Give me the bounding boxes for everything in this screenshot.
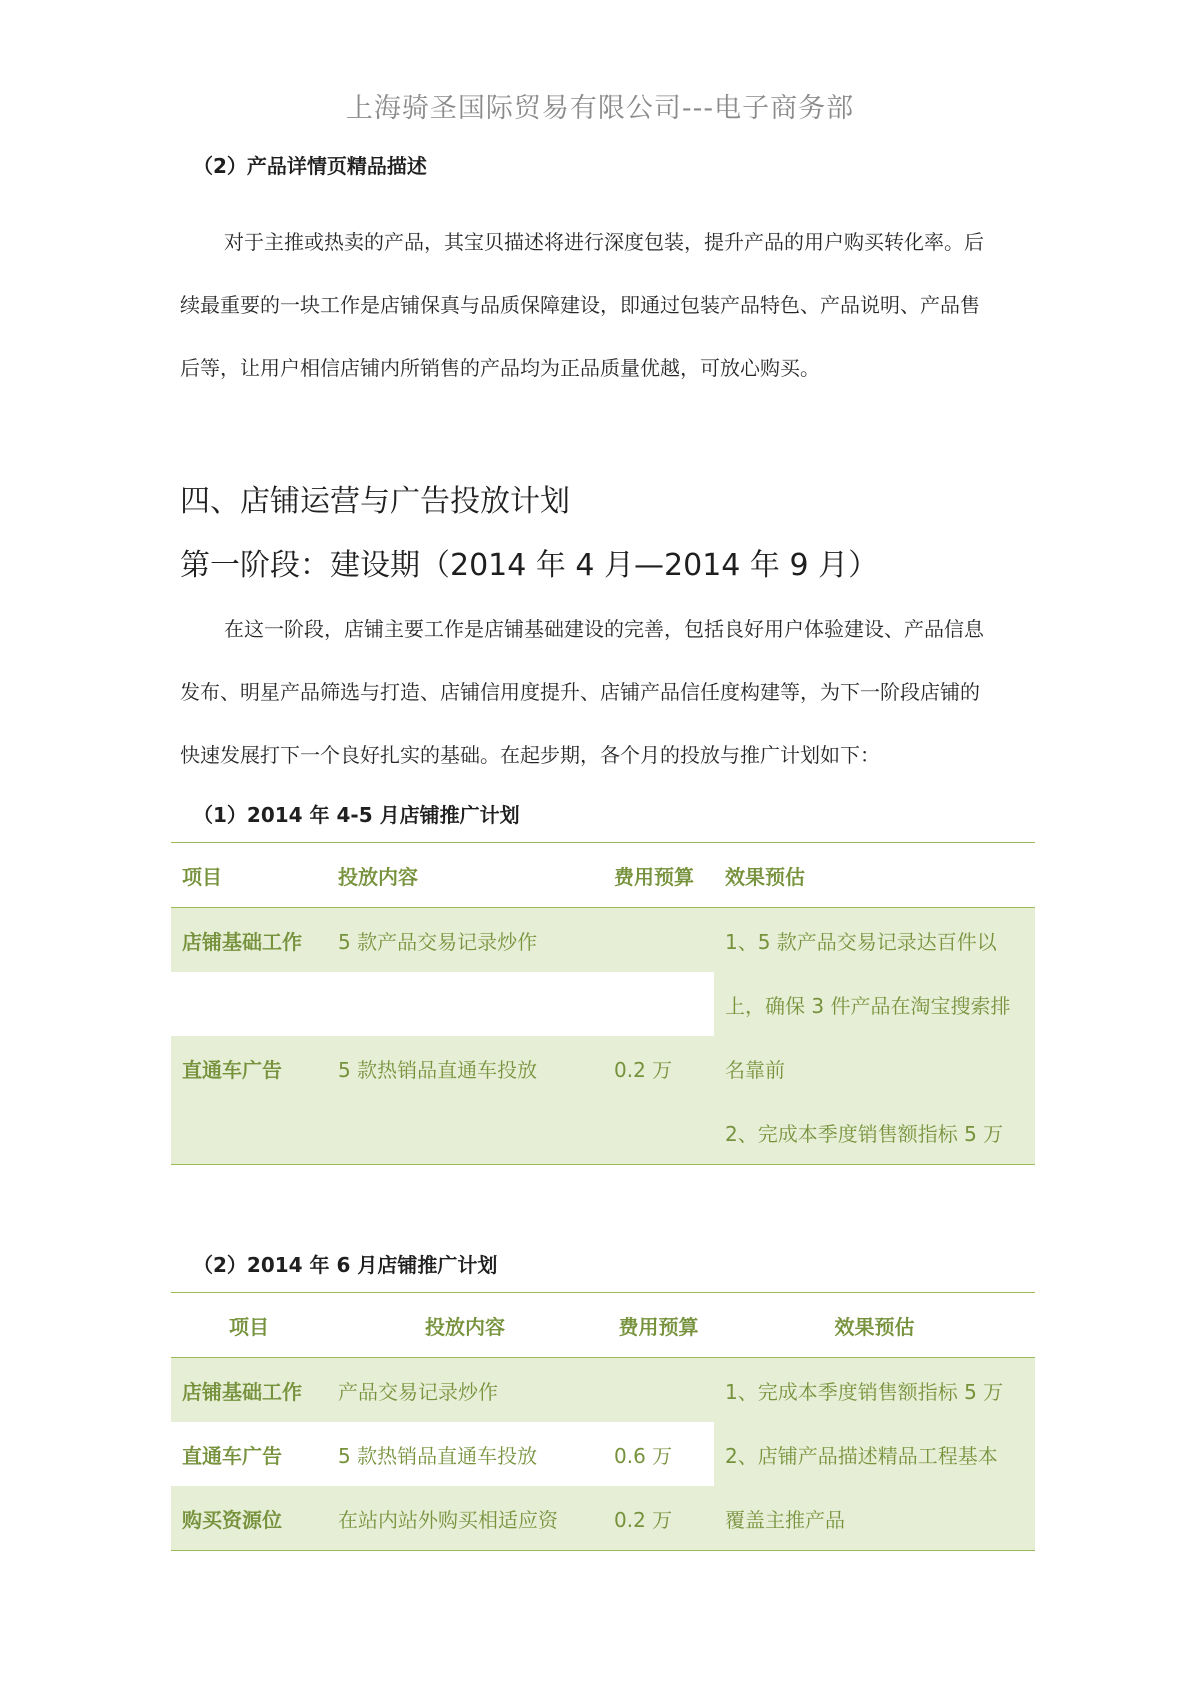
table2-header-item: 项目 [171, 1293, 327, 1358]
detail-paragraph [180, 211, 1026, 400]
table2-effect-line-1: 1、完成本季度销售额指标 5 万 [714, 1358, 1035, 1423]
detail-line-3: 后等，让用户相信店铺内所销售的产品均为正品质量优越，可放心购买。 [180, 356, 820, 380]
table1-header-item: 项目 [171, 843, 327, 908]
table1-row2-content: 5 款热销品直通车投放 [327, 1036, 603, 1100]
table2-effect-line-2: 2、店铺产品描述精品工程基本 [714, 1422, 1035, 1486]
table2-row1-budget [603, 1358, 714, 1423]
table1-effect-line-3: 名靠前 [714, 1036, 1035, 1100]
table2-row2-content: 5 款热销品直通车投放 [327, 1422, 603, 1486]
table1-header-row [171, 843, 1035, 908]
table2-row3-item: 购买资源位 [171, 1486, 327, 1551]
stage-paragraph [180, 598, 1026, 787]
table1-header-effect: 效果预估 [714, 843, 1035, 908]
stage-line-3: 快速发展打下一个良好扎实的基础。在起步期，各个月的投放与推广计划如下： [180, 743, 880, 767]
detail-line-1: 对于主推或热卖的产品，其宝贝描述将进行深度包装，提升产品的用户购买转化率。后 [224, 230, 984, 254]
section-four-title: 四、店铺运营与广告投放计划 [180, 484, 570, 519]
table2-row1-item: 店铺基础工作 [171, 1358, 327, 1423]
table1-row1-budget [603, 908, 714, 973]
table-row [171, 1036, 1035, 1100]
table2-row2-budget: 0.6 万 [603, 1422, 714, 1486]
table2-header-row [171, 1293, 1035, 1358]
table2-caption: （2）2014 年 6 月店铺推广计划 [193, 1253, 498, 1277]
table2-header-effect: 效果预估 [714, 1293, 1035, 1358]
table-row [171, 1358, 1035, 1423]
table2-header-content: 投放内容 [327, 1293, 603, 1358]
table1-row2-budget: 0.2 万 [603, 1036, 714, 1100]
table1-row1-item: 店铺基础工作 [171, 908, 327, 973]
table2-row3-budget: 0.2 万 [603, 1486, 714, 1551]
table2-effect-line-3: 覆盖主推产品 [714, 1486, 1035, 1551]
detail-heading: （2）产品详情页精品描述 [193, 154, 427, 178]
table1-row1-content: 5 款产品交易记录炒作 [327, 908, 603, 973]
table-row [171, 1100, 1035, 1165]
table1-effect-line-2: 上，确保 3 件产品在淘宝搜索排 [714, 972, 1035, 1036]
table-row [171, 1422, 1035, 1486]
table1-header-budget: 费用预算 [603, 843, 714, 908]
table2-row1-content: 产品交易记录炒作 [327, 1358, 603, 1423]
table-row [171, 972, 1035, 1036]
table1-caption: （1）2014 年 4-5 月店铺推广计划 [193, 803, 520, 827]
table2-header-budget: 费用预算 [603, 1293, 714, 1358]
stage-title: 第一阶段：建设期（2014 年 4 月—2014 年 9 月） [180, 548, 879, 583]
stage-line-2: 发布、明星产品筛选与打造、店铺信用度提升、店铺产品信任度构建等，为下一阶段店铺的 [180, 680, 980, 704]
table1-effect-line-4: 2、完成本季度销售额指标 5 万 [714, 1100, 1035, 1165]
table-april-may-plan [171, 842, 1035, 1165]
detail-line-2: 续最重要的一块工作是店铺保真与品质保障建设，即通过包装产品特色、产品说明、产品售 [180, 293, 980, 317]
table1-row2-item: 直通车广告 [171, 1036, 327, 1100]
table2-row3-content: 在站内站外购买相适应资 [327, 1486, 603, 1551]
table-june-plan [171, 1292, 1035, 1551]
page-header: 上海骑圣国际贸易有限公司---电子商务部 [345, 93, 855, 124]
stage-line-1: 在这一阶段，店铺主要工作是店铺基础建设的完善，包括良好用户体验建设、产品信息 [224, 617, 984, 641]
table2-row2-item: 直通车广告 [171, 1422, 327, 1486]
table1-header-content: 投放内容 [327, 843, 603, 908]
table-row [171, 1486, 1035, 1551]
table1-effect-line-1: 1、5 款产品交易记录达百件以 [714, 908, 1035, 973]
table-row [171, 908, 1035, 973]
